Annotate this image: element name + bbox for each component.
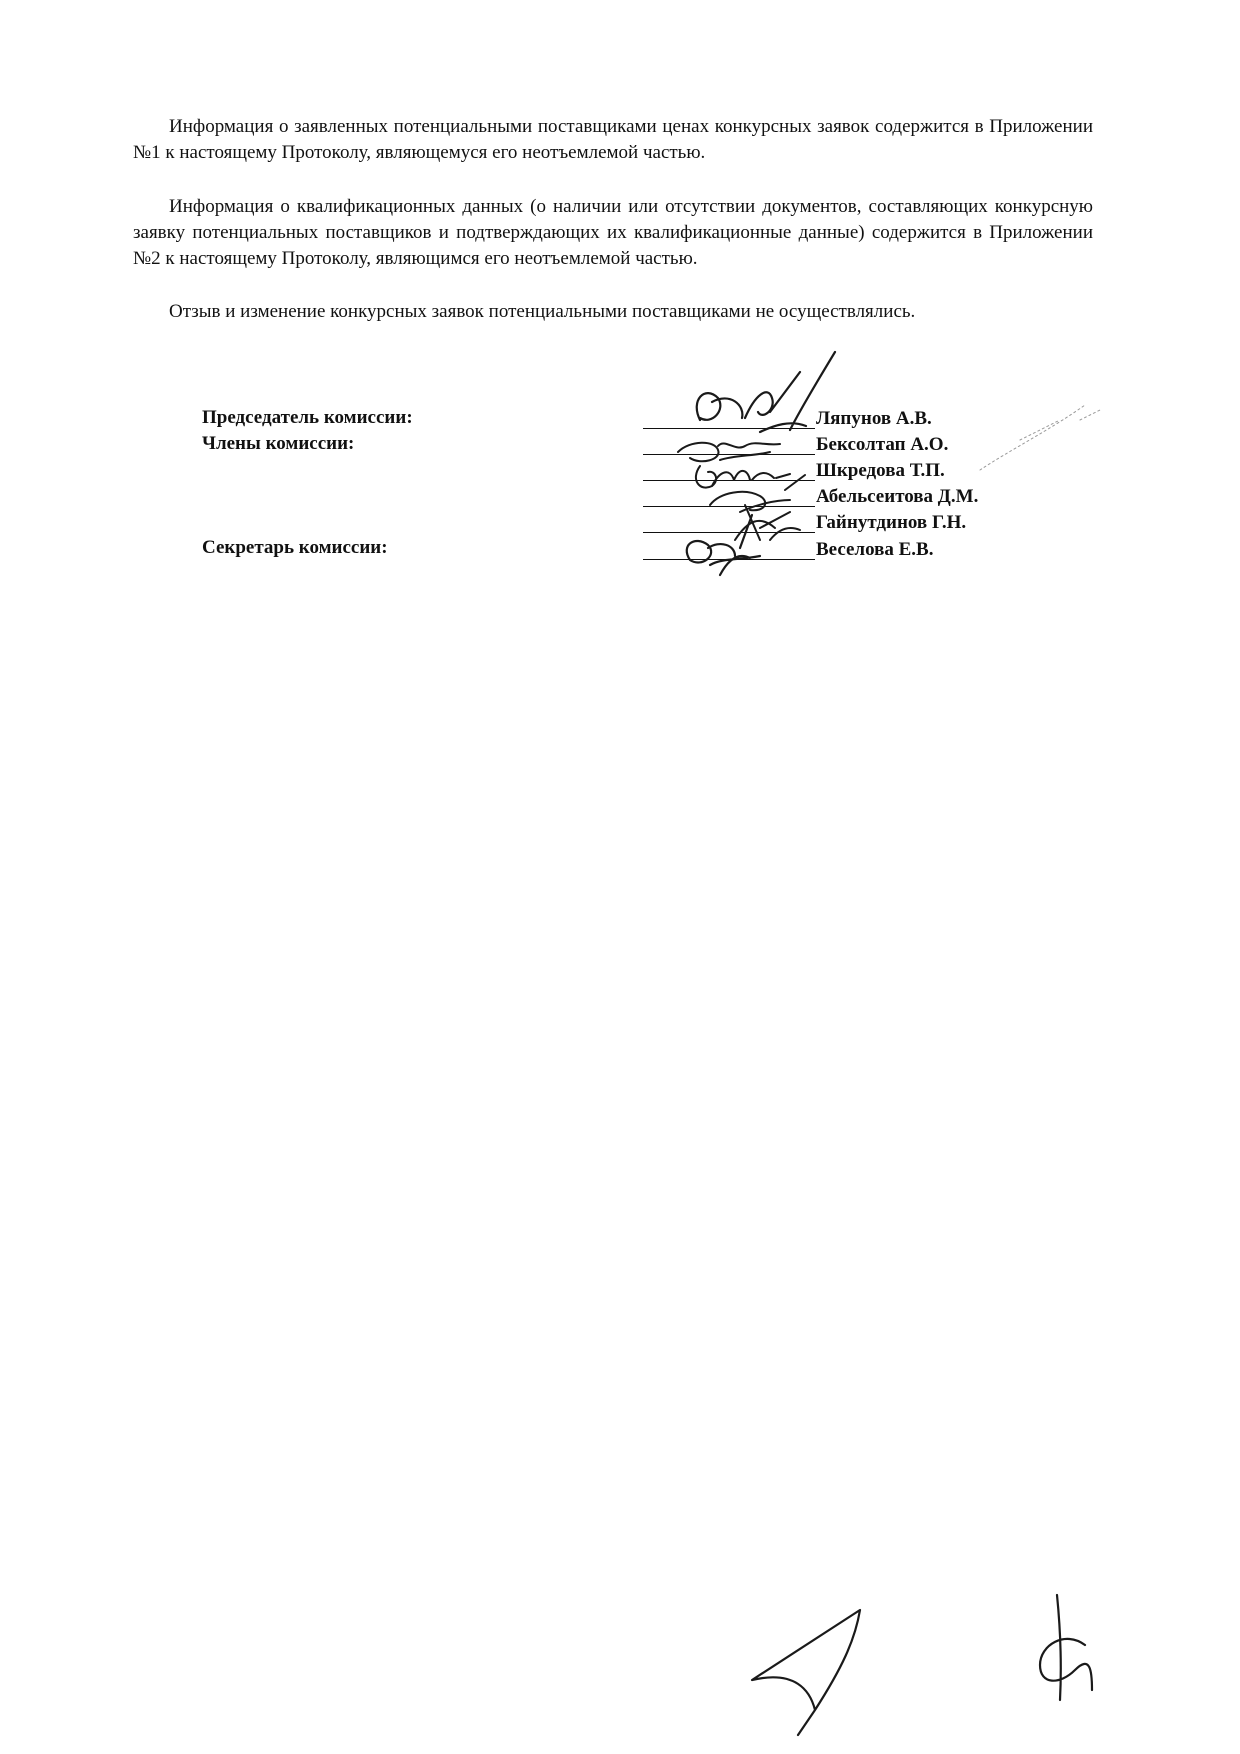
signatory-name: Гайнутдинов Г.Н. bbox=[816, 512, 967, 533]
signature-line bbox=[643, 506, 815, 507]
signatory-name: Ляпунов А.В. bbox=[816, 408, 932, 429]
signatory-name: Бексолтап А.О. bbox=[816, 434, 949, 455]
pencil-mark bbox=[980, 405, 1100, 470]
role-members: Члены комиссии: bbox=[202, 433, 355, 454]
signature-line bbox=[643, 480, 815, 481]
handwritten-initials bbox=[752, 1610, 860, 1735]
signatory-name: Веселова Е.В. bbox=[816, 539, 934, 560]
signature-line bbox=[643, 532, 815, 533]
handwritten-signature bbox=[687, 515, 760, 575]
signature-line bbox=[643, 428, 815, 429]
signature-line bbox=[643, 559, 815, 560]
paragraph-price-info: Информация о заявленных потенциальными поставщиками ценах конкурсных заявок содержится в Приложении №1 к настоящему Протоколу, являющемуся его неотъемлемой частью. bbox=[133, 116, 1093, 163]
signature-line bbox=[643, 454, 815, 455]
handwritten-signature bbox=[697, 352, 835, 432]
signatory-name: Абельсеитова Д.М. bbox=[816, 486, 979, 507]
handwritten-signature bbox=[735, 505, 800, 540]
role-chairman: Председатель комиссии: bbox=[202, 407, 413, 428]
handwritten-signature bbox=[678, 443, 780, 462]
paragraph-qualification-info: Информация о квалификационных данных (о наличии или отсутствии документов, составляющих конкурсную заявку потенциальных поставщиков и подтверждающих их квалификационные данные) содержится в Приложении №2 к настоящему Протоколу, являющимся его неотъемлемой частью. bbox=[133, 196, 1093, 269]
paragraph-withdrawal-info: Отзыв и изменение конкурсных заявок потенциальными поставщиками не осуществлялись. bbox=[169, 301, 916, 322]
signatory-name: Шкредова Т.П. bbox=[816, 460, 945, 481]
handwritten-signature bbox=[696, 466, 790, 488]
handwritten-initials bbox=[1040, 1595, 1092, 1700]
role-secretary: Секретарь комиссии: bbox=[202, 537, 388, 558]
